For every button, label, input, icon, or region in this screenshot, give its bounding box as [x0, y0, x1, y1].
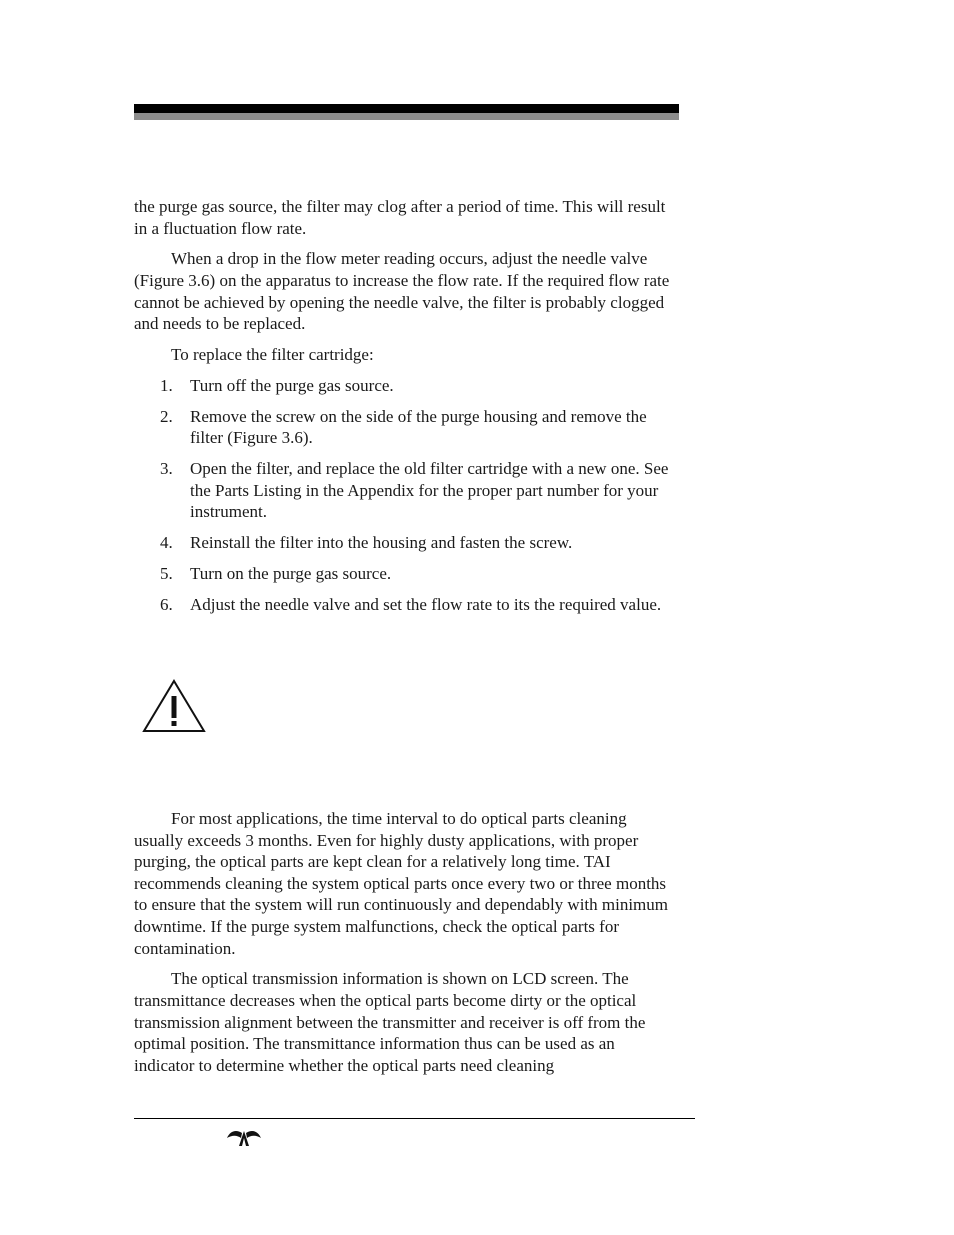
footer-rule — [134, 1118, 695, 1119]
warning-triangle-icon — [142, 679, 206, 733]
step-number: 5. — [160, 563, 173, 583]
step-number: 4. — [160, 533, 173, 553]
step-text: Turn off the purge gas source. — [190, 376, 394, 395]
step-text: Open the filter, and replace the old filter cartridge with a new one. See the Parts Listing in the Appendix for the proper part number for your instrument. — [190, 459, 669, 522]
transmission-paragraph: The optical transmission information is shown on LCD screen. The transmittance decreases when the optical parts become dirty or the optical transmission alignment between the transmitter and receiver is off from the optimal position. The transmittance information thus can be used as an indicator to determine whether the optical parts need cleaning — [134, 969, 646, 1075]
list-item — [134, 458, 679, 523]
list-item — [134, 532, 679, 554]
teledyne-logo-icon — [226, 1127, 262, 1147]
body-section-top — [134, 196, 679, 366]
replace-intro: To replace the filter cartridge: — [171, 344, 374, 364]
needle-valve-paragraph: When a drop in the flow meter reading occurs, adjust the needle valve (Figure 3.6) on the apparatus to increase the flow rate. If the required flow rate cannot be achieved by opening the needle valve, the filter is probably clogged and needs to be replaced. — [134, 249, 670, 334]
body-section-bottom — [134, 808, 679, 1076]
list-item — [134, 594, 679, 616]
top-paragraph: the purge gas source, the filter may clog after a period of time. This will result in a fluctuation flow rate. — [134, 197, 666, 238]
step-text: Remove the screw on the side of the purge housing and remove the filter (Figure 3.6). — [190, 406, 647, 448]
cleaning-interval-paragraph: For most applications, the time interval to do optical parts cleaning usually exceeds 3 months. Even for highly dusty applications, with proper purging, the optical parts are kept clean for a relatively long time. TAI recommends cleaning the system optical parts once every two or three months to ensure that the system will run continuously and dependably with minimum downtime. If the purge system malfunctions, check the optical parts for contamination. — [134, 809, 669, 958]
step-number: 3. — [160, 459, 173, 479]
list-item — [134, 406, 679, 449]
step-number: 6. — [160, 594, 173, 614]
step-text: Reinstall the filter into the housing and fasten the screw. — [190, 533, 573, 553]
replace-steps-list — [134, 375, 679, 624]
step-number: 2. — [160, 406, 173, 426]
step-number: 1. — [160, 376, 173, 395]
header-rule-black — [134, 104, 679, 113]
step-text: Adjust the needle valve and set the flow rate to its the required value. — [190, 594, 662, 614]
list-item — [134, 563, 679, 585]
header-rule-grey — [134, 113, 679, 120]
list-item — [134, 375, 679, 397]
step-text: Turn on the purge gas source. — [190, 563, 392, 583]
